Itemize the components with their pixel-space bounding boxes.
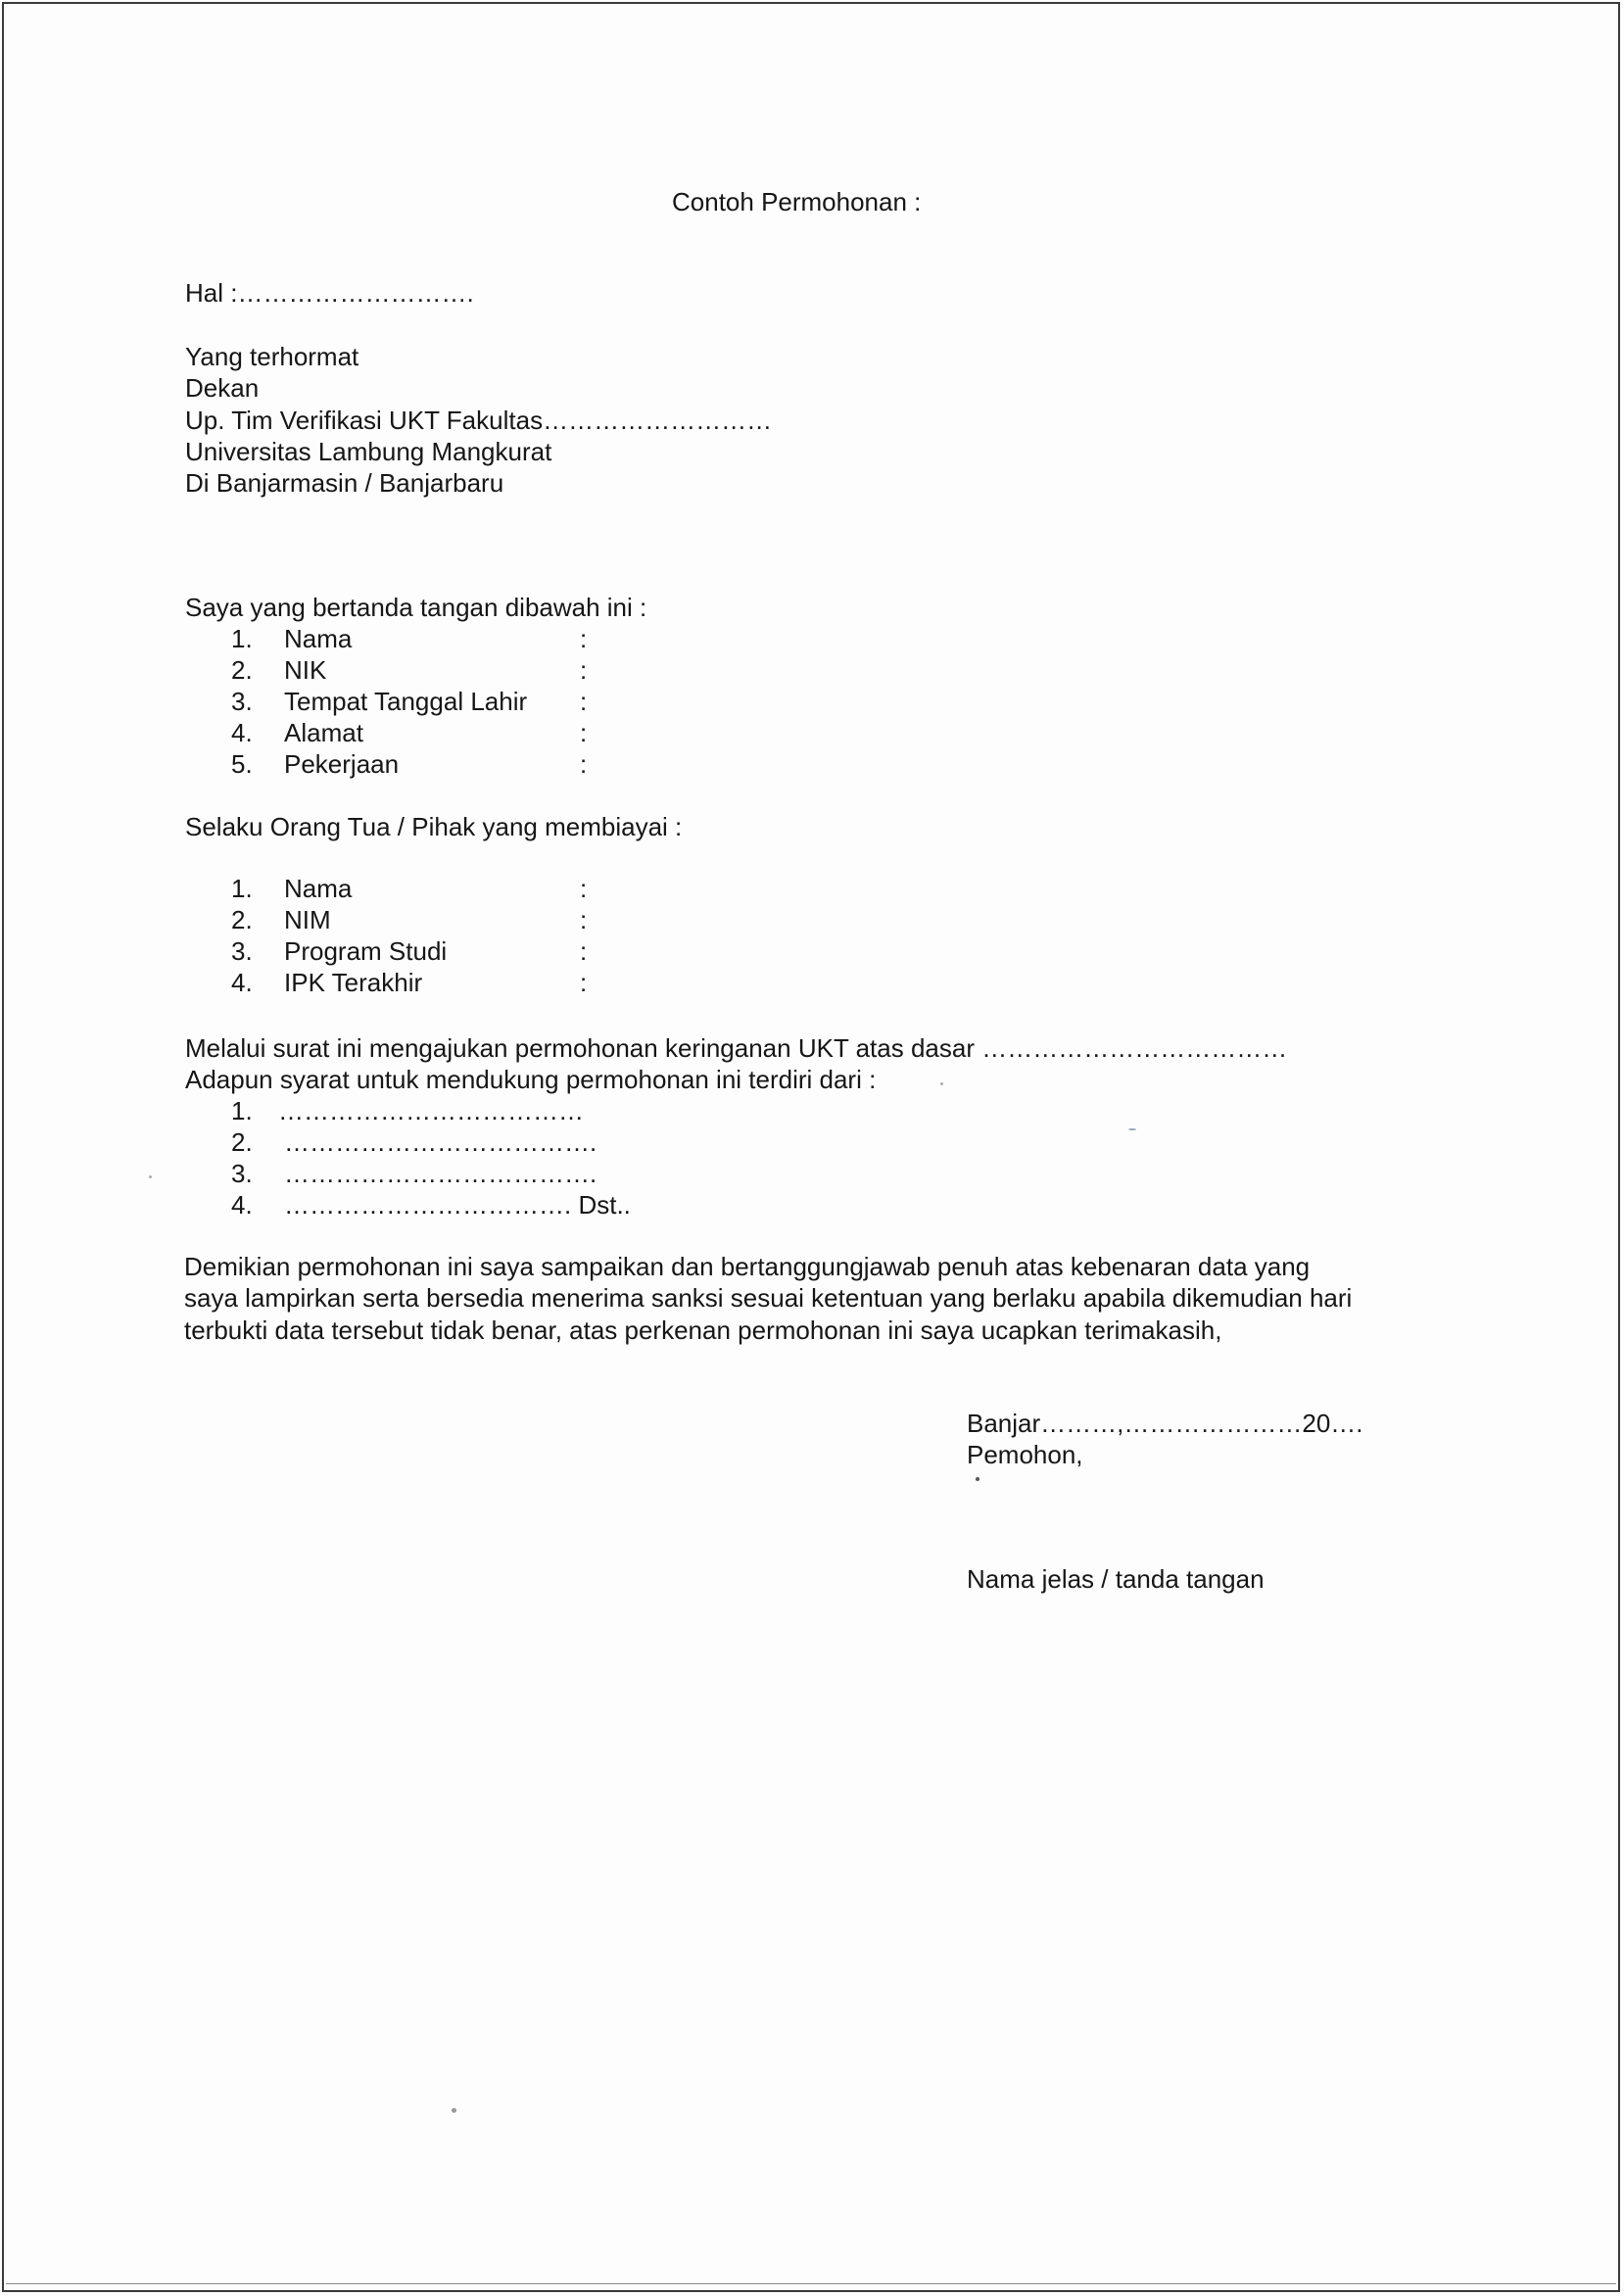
list-number: 2. (231, 655, 253, 685)
request-line: Melalui surat ini mengajukan permohonan keringanan UKT atas dasar ……………………………… (185, 1033, 1288, 1063)
signer-role: Pemohon, (967, 1440, 1083, 1470)
request-line: Adapun syarat untuk mendukung permohonan ini terdiri dari : (185, 1065, 877, 1095)
requirement-text: ……………………………. Dst.. (284, 1190, 631, 1220)
closing-line: Demikian permohonan ini saya sampaikan dan bertanggungjawab penuh atas kebenaran data yang (184, 1252, 1311, 1281)
list-number: 4. (231, 1190, 253, 1220)
field-label: Program Studi (284, 936, 448, 966)
scan-speck (149, 1175, 152, 1178)
field-colon: : (580, 936, 588, 966)
addressee-block (185, 341, 772, 499)
field-colon: : (580, 687, 588, 716)
list-number: 4. (231, 718, 253, 747)
field-colon: : (580, 655, 588, 685)
closing-paragraph (184, 1251, 1352, 1346)
list-number: 5. (231, 749, 253, 779)
list-number: 3. (231, 1159, 253, 1188)
list-number: 1. (231, 1096, 253, 1125)
place-date: Banjar………,…………………20…. (967, 1409, 1363, 1438)
requirement-text: ………………………………. (284, 1127, 597, 1157)
field-label: Pekerjaan (284, 749, 400, 779)
scan-speck (1128, 1128, 1136, 1130)
addressee-line: Dekan (185, 373, 260, 404)
field-colon: : (580, 874, 588, 903)
list-number: 1. (231, 624, 253, 653)
field-colon: : (580, 749, 588, 779)
list-number: 3. (231, 687, 253, 716)
field-colon: : (580, 968, 588, 997)
list-number: 4. (231, 968, 253, 997)
page-title: Contoh Permohonan : (672, 187, 922, 216)
field-label: Nama (284, 874, 353, 903)
signature-block (967, 1408, 1363, 1471)
list-number: 2. (231, 905, 253, 934)
scan-border-bottom-line (6, 2283, 1616, 2284)
addressee-line: Di Banjarmasin / Banjarbaru (185, 468, 504, 499)
field-colon: : (580, 905, 588, 934)
scan-speck (452, 2108, 456, 2113)
closing-line: saya lampirkan serta bersedia menerima sanksi sesuai ketentuan yang berlaku apabila dikemudian hari (184, 1283, 1353, 1314)
student-intro: Selaku Orang Tua / Pihak yang membiayai : (185, 812, 683, 841)
subject-line: Hal :………………………. (185, 278, 474, 308)
field-label: Tempat Tanggal Lahir (284, 687, 528, 716)
field-label: IPK Terakhir (284, 968, 423, 997)
signature-name-line: Nama jelas / tanda tangan (967, 1564, 1265, 1594)
addressee-line: Yang terhormat (185, 342, 359, 371)
field-label: NIM (284, 905, 331, 934)
applicant-intro: Saya yang bertanda tangan dibawah ini : (185, 593, 647, 622)
field-label: Nama (284, 624, 353, 653)
list-number: 1. (231, 874, 253, 903)
list-number: 2. (231, 1127, 253, 1157)
addressee-line: Universitas Lambung Mangkurat (185, 436, 552, 466)
requirement-text: ………………………………. (284, 1159, 597, 1188)
scan-speck (940, 1082, 943, 1085)
field-label: NIK (284, 655, 327, 685)
field-label: Alamat (284, 718, 363, 747)
scan-speck (976, 1477, 979, 1481)
request-block (185, 1032, 1287, 1096)
closing-line: terbukti data tersebut tidak benar, atas perkenan permohonan ini saya ucapkan terimakasih, (184, 1315, 1222, 1345)
addressee-line: Up. Tim Verifikasi UKT Fakultas……………………… (185, 405, 773, 435)
requirement-text: ……………………………… (278, 1096, 584, 1125)
list-number: 3. (231, 936, 253, 966)
field-colon: : (580, 718, 588, 747)
field-colon: : (580, 624, 588, 653)
